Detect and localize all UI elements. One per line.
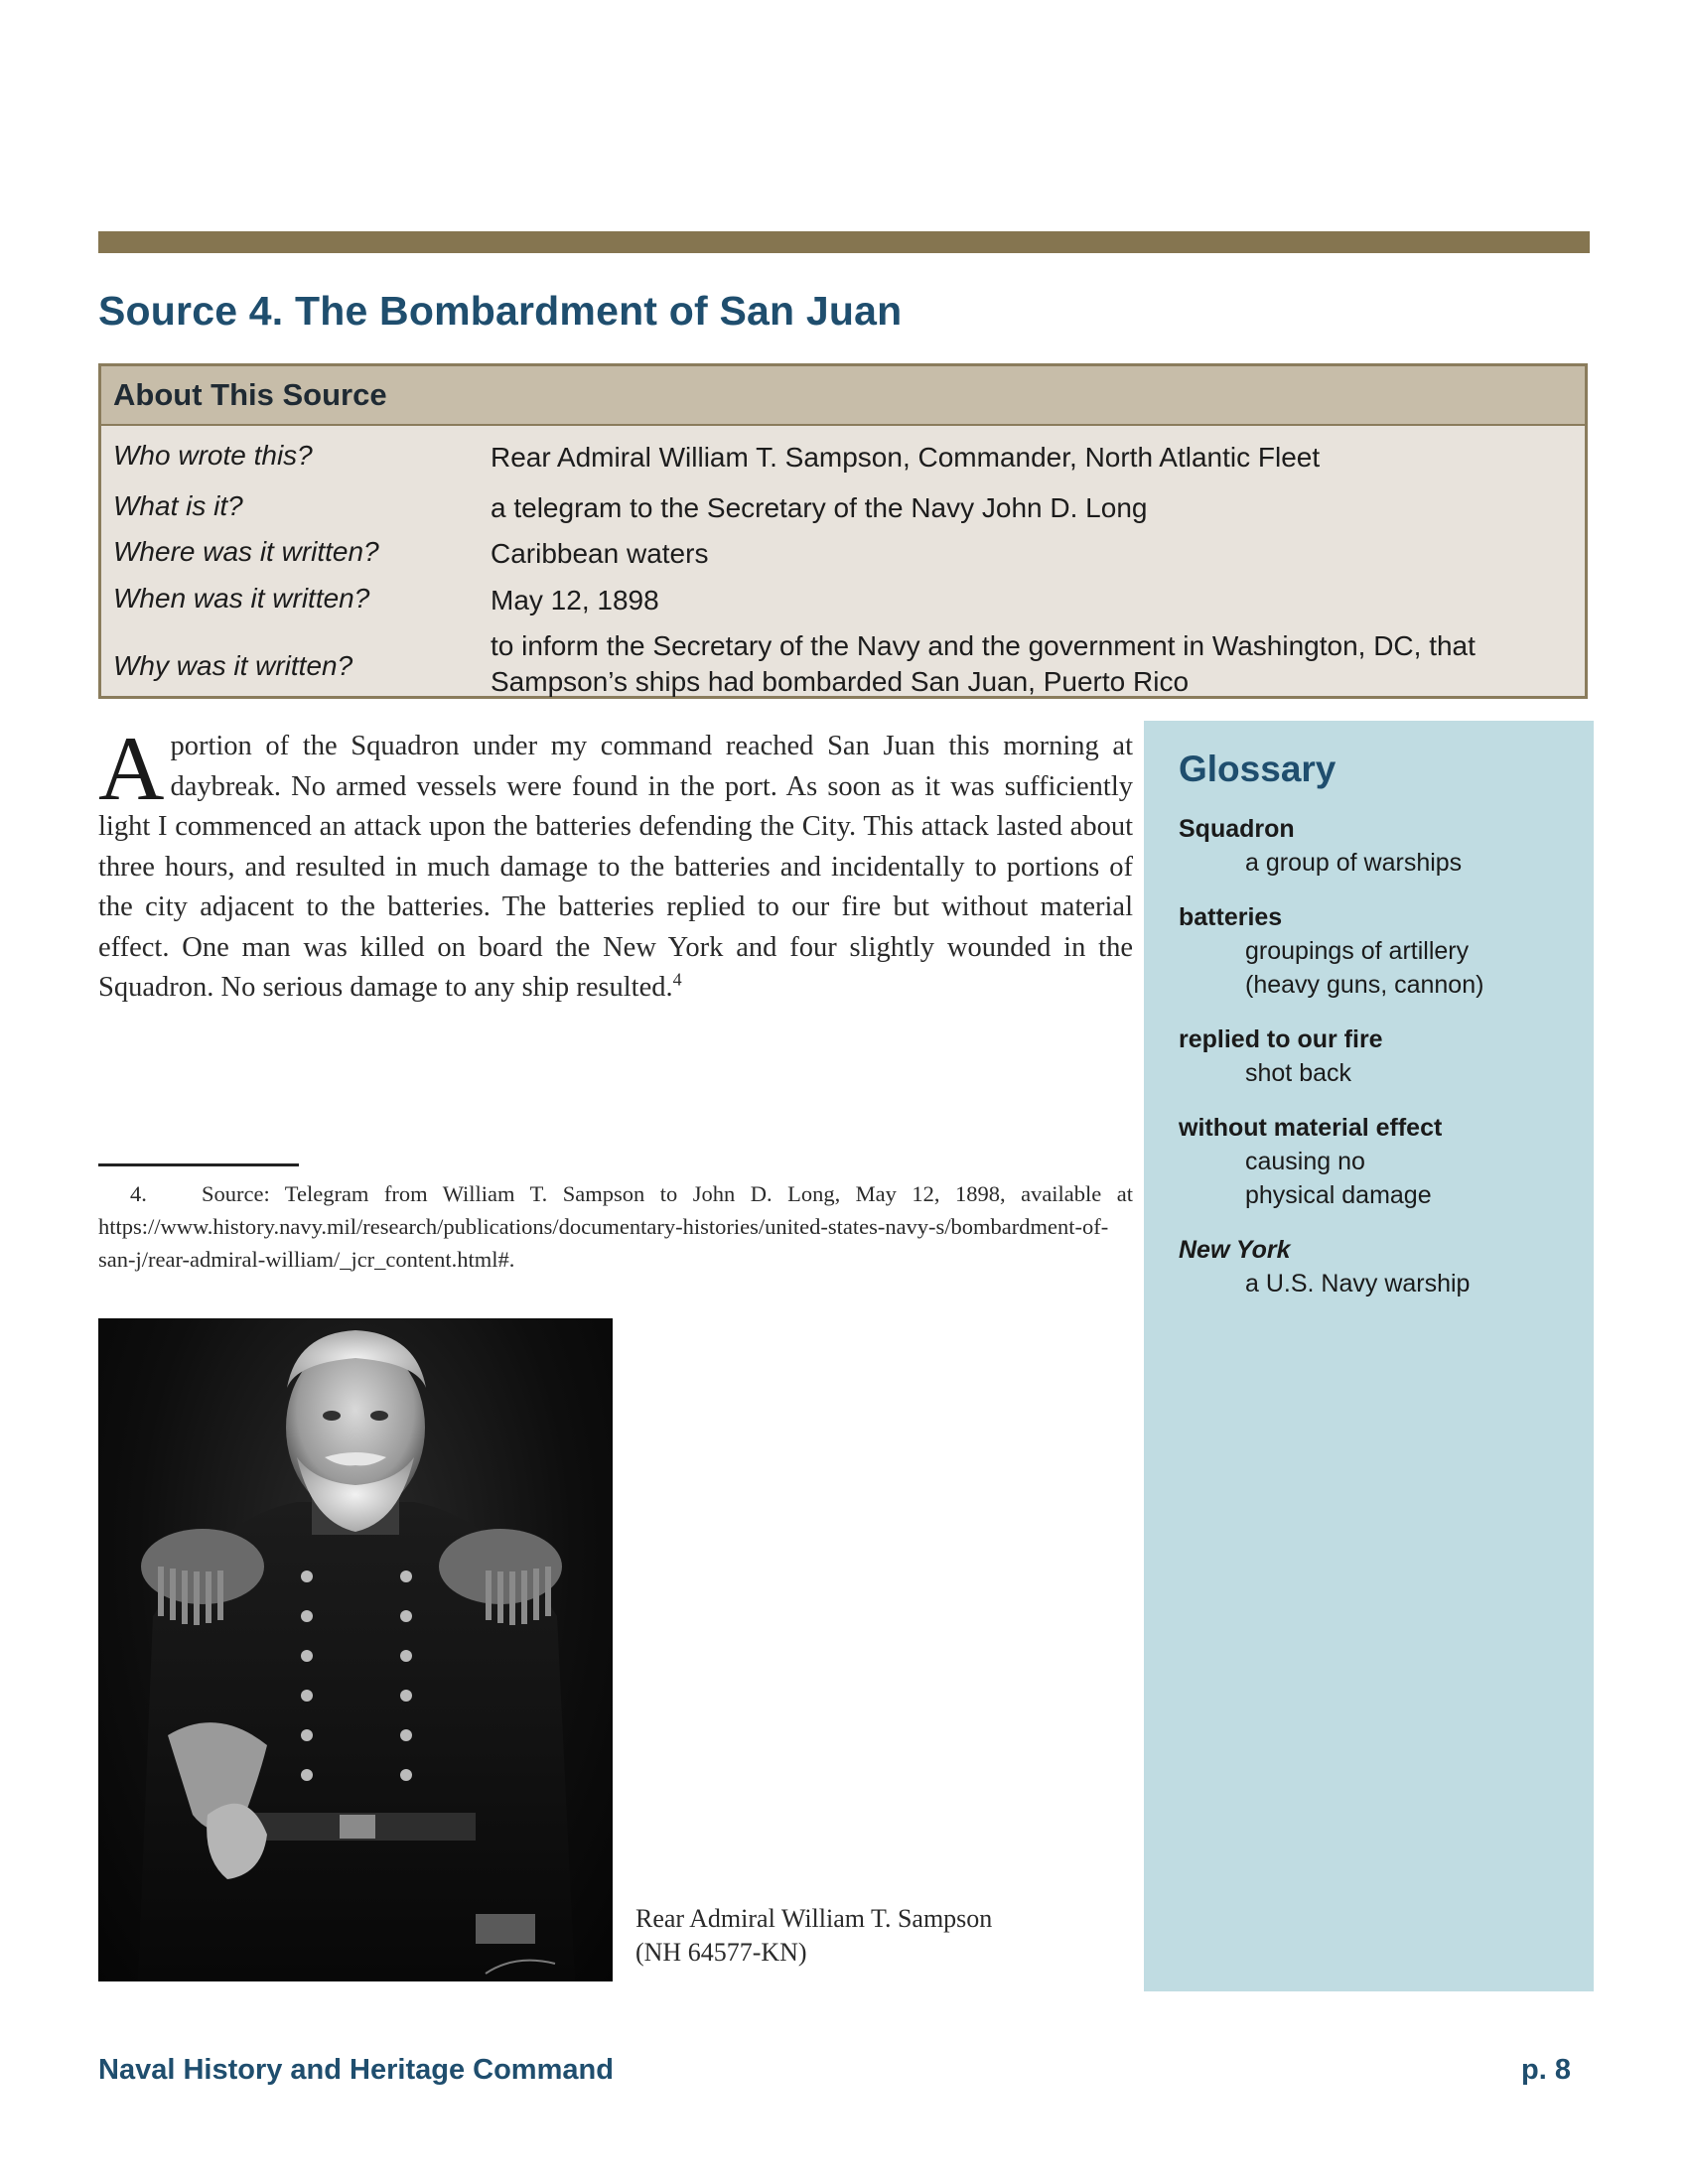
- about-question: Who wrote this?: [113, 440, 313, 471]
- glossary-sidebar: [1144, 721, 1594, 1991]
- photo-caption-line1: Rear Admiral William T. Sampson: [635, 1904, 993, 1933]
- about-answer: a telegram to the Secretary of the Navy John D. Long: [491, 492, 1148, 523]
- glossary-definition: shot back: [1245, 1059, 1352, 1087]
- about-answer: May 12, 1898: [491, 585, 659, 615]
- glossary-definition: a U.S. Navy warship: [1245, 1270, 1471, 1297]
- source-text: [98, 718, 1133, 1009]
- page-title: Source 4. The Bombardment of San Juan: [98, 288, 903, 334]
- glossary-definition: physical damage: [1245, 1181, 1432, 1209]
- about-answer: Rear Admiral William T. Sampson, Commander, North Atlantic Fleet: [491, 442, 1321, 473]
- glossary-term: without material effect: [1179, 1114, 1443, 1142]
- about-question: Why was it written?: [113, 650, 353, 681]
- about-answer: to inform the Secretary of the Navy and the government in Washington, DC, that Sampson’s ships had bombarded San Juan, Puerto Rico: [491, 630, 1476, 697]
- footnote: [98, 1177, 1133, 1276]
- glossary-definition: (heavy guns, cannon): [1245, 971, 1484, 999]
- admiral-portrait-photo: [98, 1318, 613, 1981]
- glossary-definition: causing no: [1245, 1148, 1365, 1175]
- about-question: Where was it written?: [113, 536, 379, 567]
- drop-cap: A: [98, 718, 165, 819]
- about-question: What is it?: [113, 490, 243, 521]
- footnote-text: Source: Telegram from William T. Sampson to John D. Long, May 12, 1898, available at https://www.history.navy.mil/research/publications/documentary-histories/united-states-navy-s/bombardment-of-san-j/rear-admiral-william/_jcr_content.html#.: [98, 1181, 1133, 1272]
- top-rule: [98, 231, 1590, 253]
- about-source-heading: About This Source: [101, 366, 1585, 426]
- glossary-term: replied to our fire: [1179, 1025, 1383, 1053]
- footer-organization: Naval History and Heritage Command: [98, 2054, 614, 2086]
- glossary-item-new-york: [1179, 1233, 1576, 1300]
- glossary-term: New York: [1179, 1236, 1291, 1264]
- about-source-box: [98, 363, 1588, 699]
- glossary-item-batteries: [1179, 900, 1576, 1002]
- glossary-term: batteries: [1179, 903, 1283, 931]
- glossary-title: Glossary: [1179, 749, 1336, 789]
- footnote-reference[interactable]: 4: [672, 969, 682, 990]
- source-body: portion of the Squadron under my command reached San Juan this morning at daybreak. No armed vessels were found in the port. As soon as it was sufficiently light I commenced an attack upon the batteries defending the City. This attack lasted about three hours, and resulted in much damage to the batteries and incidentally to portions of the city adjacent to the batteries. The batteries replied to our fire but without material effect. One man was killed on board the New York and four slightly wounded in the Squadron. No serious damage to any ship resulted.: [98, 731, 1133, 1003]
- page-number: p. 8: [1521, 2054, 1571, 2086]
- glossary-definition: a group of warships: [1245, 849, 1463, 877]
- glossary-item-material-effect: [1179, 1111, 1576, 1212]
- portrait-illustration: [98, 1318, 613, 1981]
- about-answer: Caribbean waters: [491, 538, 709, 569]
- footnote-rule: [98, 1163, 299, 1166]
- glossary-term: Squadron: [1179, 815, 1295, 843]
- about-question: When was it written?: [113, 583, 370, 614]
- glossary-definition: groupings of artillery: [1245, 937, 1470, 965]
- photo-caption-line2: (NH 64577-KN): [635, 1938, 807, 1967]
- footnote-number: 4.: [130, 1181, 147, 1206]
- photo-caption: [635, 1902, 992, 1970]
- glossary-item-replied: [1179, 1023, 1576, 1090]
- glossary-item-squadron: [1179, 812, 1576, 880]
